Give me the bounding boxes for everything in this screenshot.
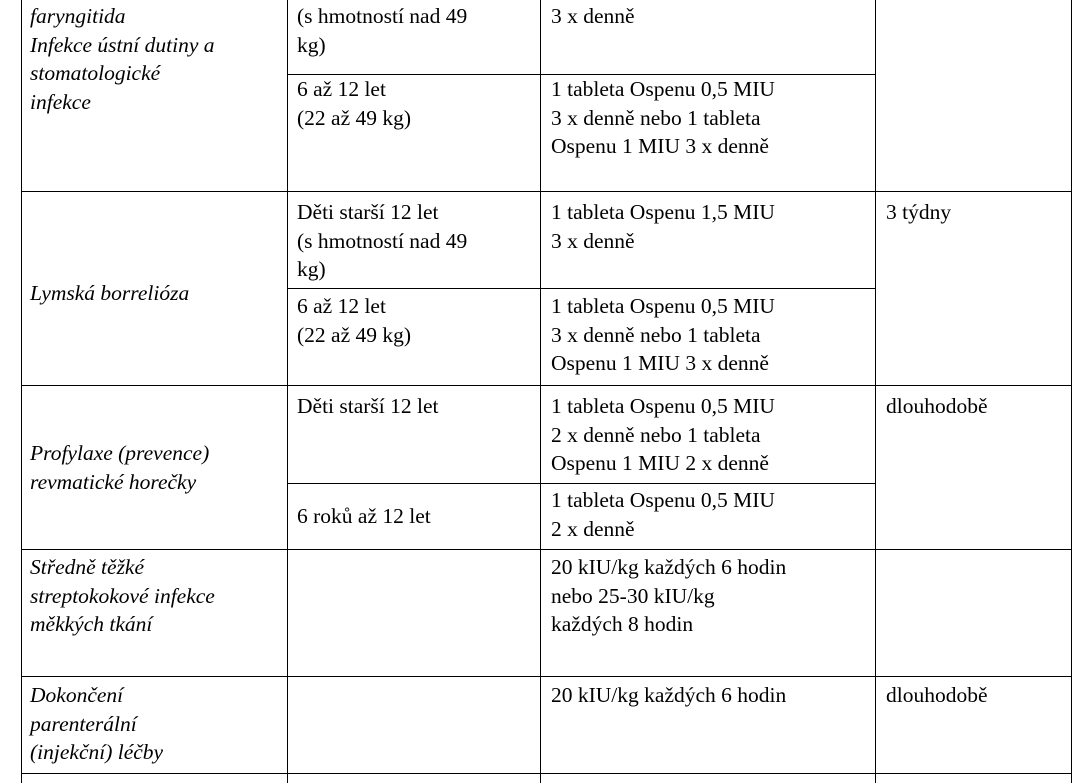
duration-line: 3 týdny — [886, 200, 952, 224]
duration-cell — [886, 392, 988, 421]
duration-cell — [886, 681, 988, 710]
dose-line: 2 x denně — [551, 516, 635, 541]
age-cell — [297, 75, 411, 132]
row-divider — [21, 191, 1072, 192]
indication-line: (injekční) léčby — [30, 740, 164, 764]
column-divider-3 — [875, 0, 876, 783]
dose-line: 1 tableta Ospenu 1,5 MIU — [551, 200, 775, 224]
indication-cell — [30, 553, 215, 639]
table-border-bottom — [21, 773, 1072, 774]
age-cell — [297, 502, 431, 531]
row-divider — [21, 385, 1072, 386]
column-divider-2 — [540, 0, 541, 783]
age-line: Děti starší 12 let — [297, 394, 439, 418]
table-border-left — [21, 0, 22, 783]
duration-line: dlouhodobě — [886, 394, 988, 418]
dose-line: Ospenu 1 MIU 3 x denně — [551, 351, 769, 375]
dose-cell — [551, 198, 775, 255]
dose-cell — [551, 75, 775, 161]
dose-cell — [551, 553, 786, 639]
dose-line: 20 kIU/kg každých 6 hodin — [551, 555, 787, 579]
age-line: 6 roků až 12 let — [297, 504, 431, 528]
indication-line: měkkých tkání — [30, 612, 153, 636]
indication-line: Infekce ústní dutiny a — [30, 32, 215, 57]
age-line: 6 až 12 let — [297, 77, 386, 101]
dose-line: 3 x denně — [551, 228, 635, 253]
dose-line: Ospenu 1 MIU 3 x denně — [551, 134, 769, 158]
indication-cell — [30, 681, 163, 767]
dose-line: Ospenu 1 MIU 2 x denně — [551, 451, 769, 475]
dose-line: 2 x denně nebo 1 tableta — [551, 422, 761, 447]
dose-cell — [551, 392, 775, 478]
dose-line: 3 x denně — [551, 4, 635, 28]
indication-line: Profylaxe (prevence) — [30, 441, 210, 465]
dose-cell — [551, 2, 635, 31]
age-cell — [297, 292, 411, 349]
dose-line: nebo 25-30 kIU/kg — [551, 583, 715, 608]
indication-line: Lymská borrelióza — [30, 281, 190, 305]
row-divider — [21, 549, 1072, 550]
column-divider-1 — [287, 0, 288, 783]
indication-line: stomatologické — [30, 61, 161, 85]
dose-line: 1 tableta Ospenu 0,5 MIU — [551, 394, 775, 418]
age-line: kg) — [297, 257, 326, 281]
indication-line: Dokončení — [30, 683, 124, 707]
duration-line: dlouhodobě — [886, 683, 988, 707]
indication-cell — [30, 439, 209, 496]
dose-line: 20 kIU/kg každých 6 hodin — [551, 683, 787, 707]
dose-cell — [551, 292, 775, 378]
indication-cell — [30, 279, 189, 308]
dose-line: 3 x denně nebo 1 tableta — [551, 322, 761, 347]
age-cell — [297, 2, 467, 59]
indication-line: parenterální — [30, 711, 137, 736]
dose-line: 1 tableta Ospenu 0,5 MIU — [551, 294, 775, 318]
age-line: Děti starší 12 let — [297, 200, 439, 224]
dose-line: 1 tableta Ospenu 0,5 MIU — [551, 77, 775, 101]
dose-line: 3 x denně nebo 1 tableta — [551, 105, 761, 130]
indication-line: infekce — [30, 89, 91, 114]
indication-line: faryngitida — [30, 4, 126, 28]
indication-cell — [30, 2, 214, 116]
indication-line: revmatické horečky — [30, 469, 197, 494]
age-line: (22 až 49 kg) — [297, 105, 412, 130]
age-line: 6 až 12 let — [297, 294, 386, 318]
row-divider — [21, 676, 1072, 677]
row-divider-sub — [287, 483, 876, 484]
age-line: (22 až 49 kg) — [297, 322, 412, 347]
duration-cell — [886, 198, 951, 227]
dose-line: 1 tableta Ospenu 0,5 MIU — [551, 488, 775, 512]
age-line: (s hmotností nad 49 — [297, 228, 468, 253]
indication-line: Středně těžké — [30, 555, 145, 579]
age-cell — [297, 392, 439, 421]
table-border-right — [1071, 0, 1072, 783]
age-cell — [297, 198, 467, 284]
indication-line: streptokokové infekce — [30, 583, 215, 608]
dose-cell — [551, 681, 786, 710]
dose-line: každých 8 hodin — [551, 612, 694, 636]
age-line: kg) — [297, 32, 326, 57]
age-line: (s hmotností nad 49 — [297, 4, 468, 28]
dose-cell — [551, 486, 775, 543]
row-divider-sub — [287, 288, 876, 289]
